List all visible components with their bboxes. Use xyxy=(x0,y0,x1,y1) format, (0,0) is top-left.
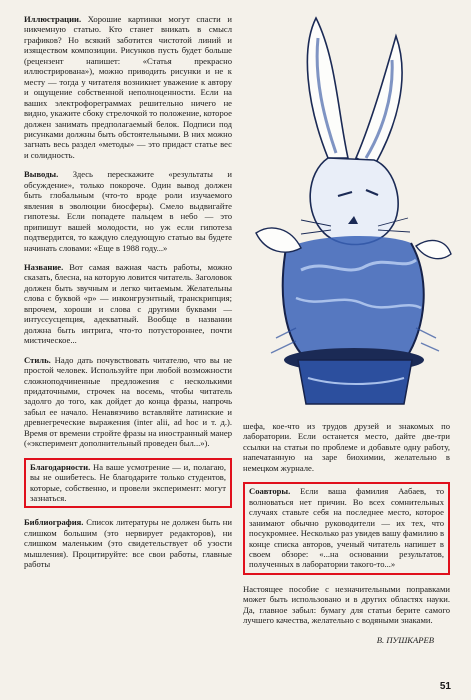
section-title: Название. xyxy=(24,261,64,272)
section-text: Здесь перескажите «результаты и обсуждение», только покороче. Один вывод должен быть глобальным (что-то вроде роли изучаемого явления в эволюции биосферы). Смело выдвигайте гипотезы. Если попадете пальцем в небо — это припишут вашей молодости, но уж если гипотеза подтвердится, то каждую следующую статью вы будете начинать словами: «Еще в 1988 году...» xyxy=(24,169,232,253)
section-coauthors-highlighted xyxy=(243,482,450,575)
section-text: Список литературы не должен быть ни слишком большим (это нервирует редакторов), ни слишком маленьким (это свидетельствует об узости мышления). Процитируйте: все свои работы, главные работы xyxy=(24,517,232,570)
rabbit-in-top-hat-illustration xyxy=(246,8,456,414)
section-bibliography xyxy=(24,517,232,569)
section-text: На ваше усмотрение — и, полагаю, вы не ошибетесь. Не благодарите только студентов, которые, собственно, и провели эксперимент: могут зазнаться. xyxy=(30,461,226,504)
section-title: Иллюстрации. xyxy=(24,14,82,24)
page-number: 51 xyxy=(439,681,451,692)
section-title: Выводы. xyxy=(24,169,59,180)
section-title: Библиография. xyxy=(24,517,84,528)
section-title: Соавторы. xyxy=(249,486,291,497)
closing-text: Настоящее пособие с незначительными поправками может быть использовано и в других областях науки. Да, главное забыл: бумагу для статьи берите самого лучшего качества, желательно с водяными знаками. xyxy=(243,583,450,626)
section-thanks-highlighted xyxy=(24,458,232,509)
section-title: Стиль. xyxy=(24,354,51,365)
section-text: Если ваша фамилия Аабаев, то волноваться нет причин. Во всех сомнительных случаях ставьте себя на последнее место, которое занимают обычно руководители — их тех, что посукромнее. Несколько раз увидев вашу фамилию в конце списка авторов, ученый читатель напишет в своем обзоре: «...на основании результатов, полученных в лаборатории такого-то...» xyxy=(249,486,444,570)
right-column xyxy=(243,421,450,645)
section-title: Благодарности. xyxy=(30,461,91,472)
section-text: Надо дать почувствовать читателю, что вы не простой человек. Используйте при любой возможности сложноподчиненные предложения с несколькими придаточными, строчек на восемь, чтобы читатель задолго до того, как дойдет до конца фразы, напрочь забыл ее начало. Ненавязчиво вставляйте латинские и древнегреческие выражения (inter alii, ad hoc и т. д.). Время от времени стройте фразы на иностранный манер («эксперимент дополнительный проведен был...»). xyxy=(24,354,232,449)
section-name xyxy=(24,262,232,346)
section-conclusions xyxy=(24,169,232,253)
illustration-drawing xyxy=(246,8,456,414)
author-signature: В. ПУШКАРЕВ xyxy=(376,634,434,645)
section-text: Хорошие картинки могут спасти и никчемную статью. Кто станет вникать в смысл графиков? Но всякий заботится чистотой линий и изяществом композиции. Рисунков пусть будет больше (рецензент напишет: «Статья прекрасно иллюстрирована»), можно приводить рисунки и не к месту — тогда у читателя возникнет уважение к автору и ощущение собственной неполноценности. Если на ваших электрофореграммах решительно ничего не видно, укажите сбоку стрелочкой то положение, которое должен занимать предполагаемый белок. Подписи под рисунками должны быть обстоятельными. В них можно загнать весь раздел «методы» — это придаст статье вес и солидность. xyxy=(24,14,232,160)
section-text: Вот самая важная часть работы, можно сказать, блесна, на которую ловится читатель. Заголовок должен быть звучным и легко читаемым. Желательны слова с буквой «р» — инконгруэнтный, транскрипция; впрочем, хороши и слова с другими буквами — интуссусцепция, адекватный. Вообще в названии должна быть интрига, что-то потустороннее, почти мистическое... xyxy=(24,261,232,346)
section-illustrations xyxy=(24,14,232,160)
left-column xyxy=(24,14,232,579)
section-style xyxy=(24,355,232,449)
bibliography-continuation: шефа, кое-что из трудов друзей и знакомых по лаборатории. Если останется место, дайте две-три ссылки на статьи по проблеме и добавьте одну работу, напечатанную на заре биохимии, желательно в немецком журнале. xyxy=(243,421,450,473)
